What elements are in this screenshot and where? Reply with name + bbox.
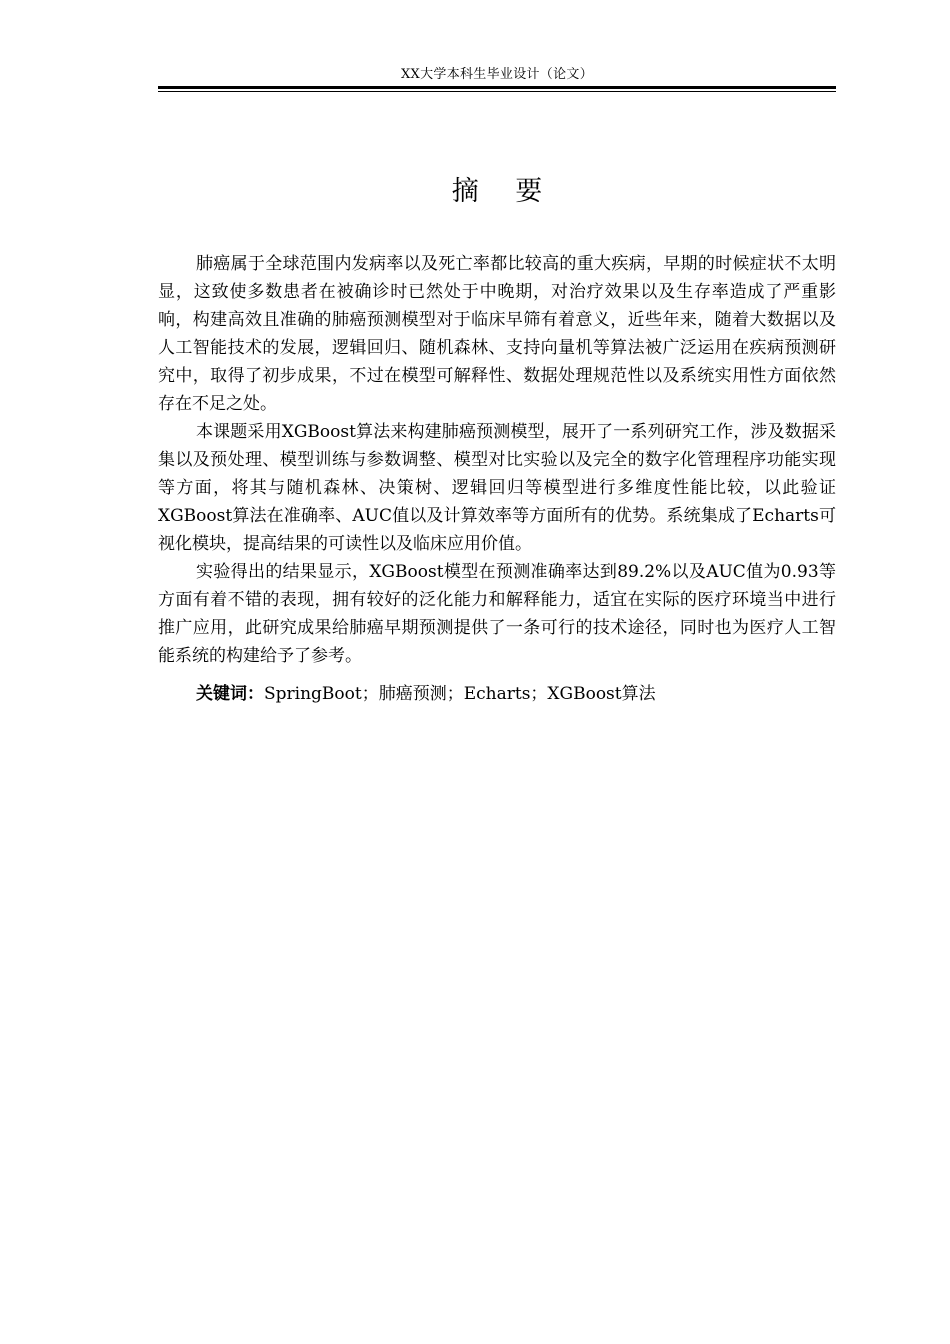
keywords-label: 关键词： (196, 684, 264, 704)
running-header: XX大学本科生毕业设计（论文） (400, 67, 593, 82)
abstract-paragraph-3: 实验得出的结果显示，XGBoost模型在预测准确率达到89.2%以及AUC值为0.93等方面有着不错的表现，拥有较好的泛化能力和解释能力，适宜在实际的医疗环境当中进行推广应用，此研究成果给肺癌早期预测提供了一条可行的技术途径，同时也为医疗人工智能系统的构建给予了参考。 (158, 562, 836, 666)
abstract-paragraph-1: 肺癌属于全球范围内发病率以及死亡率都比较高的重大疾病，早期的时候症状不太明显，这致使多数患者在被确诊时已然处于中晚期，对治疗效果以及生存率造成了严重影响，构建高效且准确的肺癌预测模型对于临床早筛有着意义，近些年来，随着大数据以及人工智能技术的发展，逻辑回归、随机森林、支持向量机等算法被广泛运用在疾病预测研究中，取得了初步成果，不过在模型可解释性、数据处理规范性以及系统实用性方面依然存在不足之处。 (158, 254, 836, 414)
abstract-title: 摘 要 (451, 176, 557, 207)
keywords-text: SpringBoot；肺癌预测；Echarts；XGBoost算法 (264, 684, 656, 704)
header-rule-thin (158, 91, 836, 92)
abstract-paragraph-2: 本课题采用XGBoost算法来构建肺癌预测模型，展开了一系列研究工作，涉及数据采集以及预处理、模型训练与参数调整、模型对比实验以及完全的数字化管理程序功能实现等方面，将其与随机森林、决策树、逻辑回归等模型进行多维度性能比较，以此验证XGBoost算法在准确率、AUC值以及计算效率等方面所有的优势。系统集成了Echarts可视化模块，提高结果的可读性以及临床应用价值。 (158, 422, 836, 554)
keywords-line (158, 680, 836, 708)
header-rule-thick (158, 86, 836, 89)
abstract-body (158, 250, 836, 670)
